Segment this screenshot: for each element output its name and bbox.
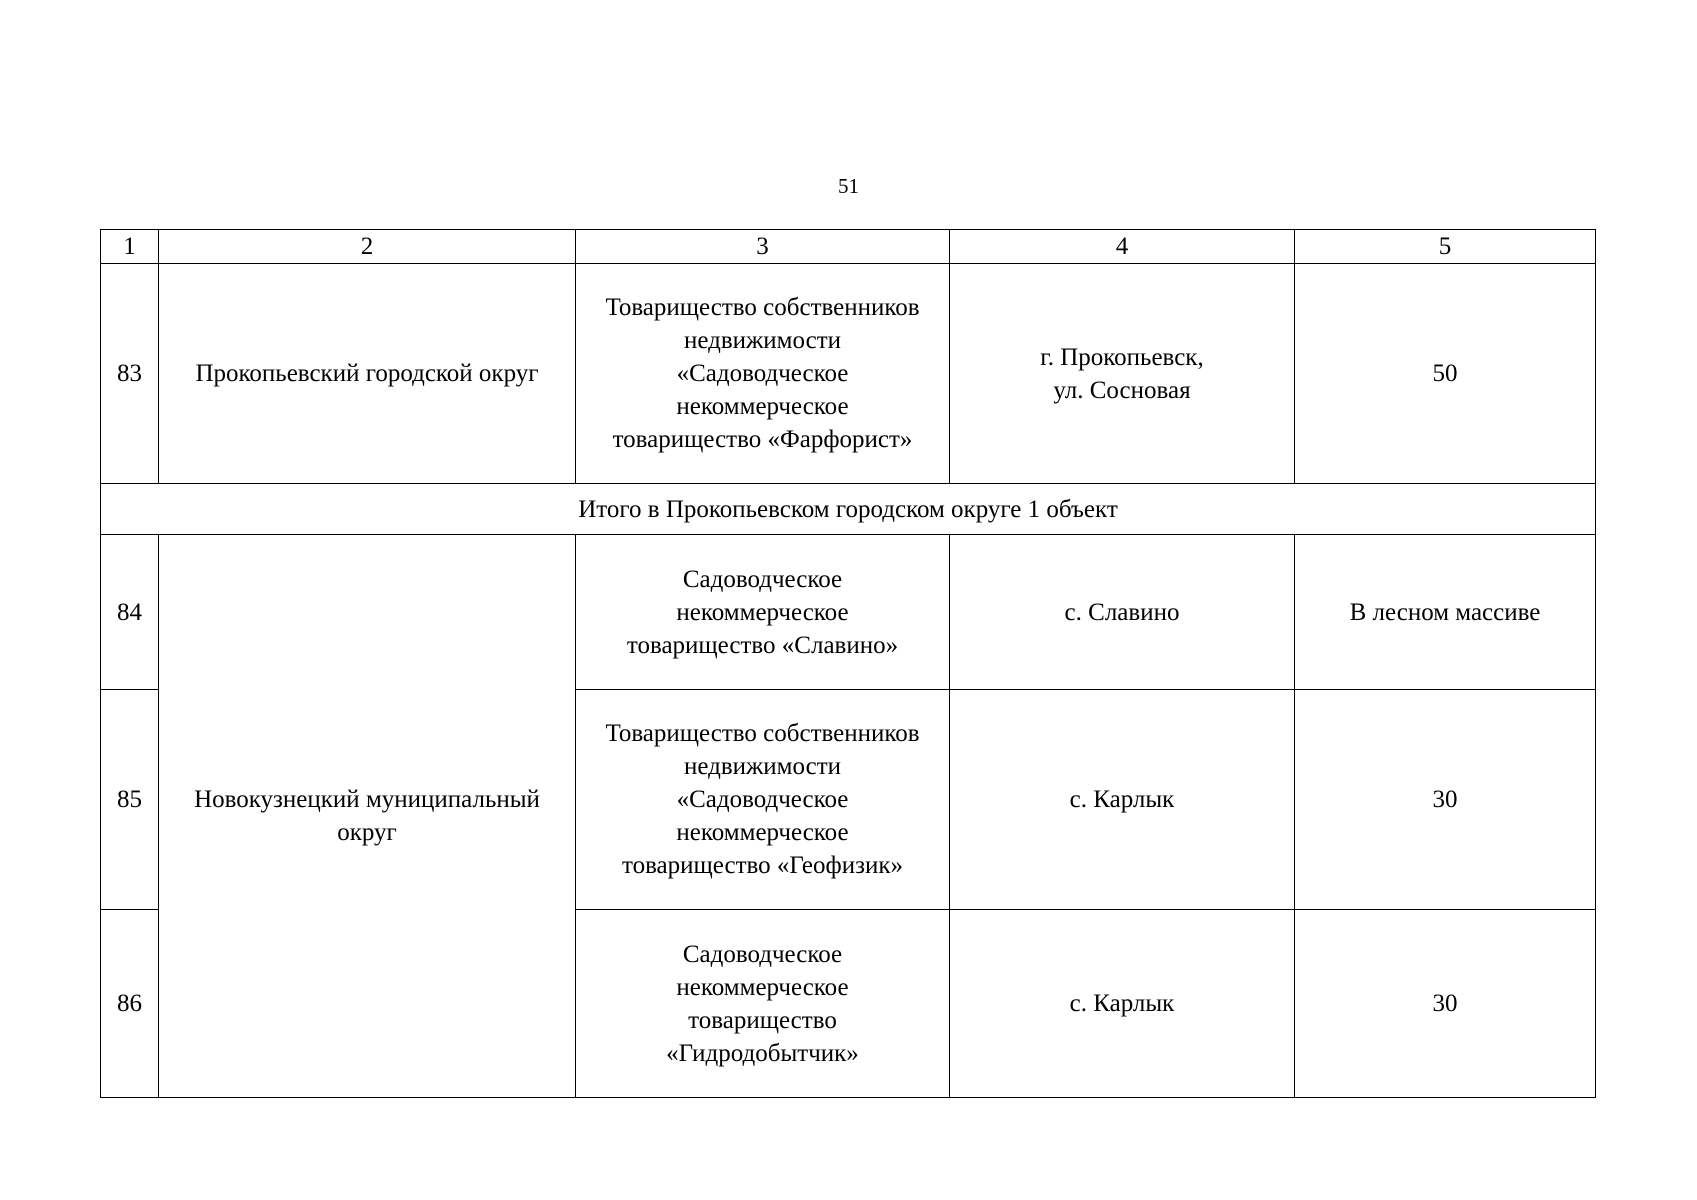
table-row: [101, 535, 1596, 690]
text-line: Товарищество собственников: [605, 720, 920, 747]
location-cell: [950, 264, 1295, 484]
text-line: товарищество «Славино»: [626, 631, 899, 659]
total-row: [101, 484, 1596, 535]
text-line: товарищество: [688, 1006, 837, 1034]
organization-name-cell: [576, 690, 950, 910]
text-line: некоммерческое: [676, 393, 849, 420]
location-cell: с. Карлык: [950, 690, 1295, 910]
row-number: 86: [101, 910, 159, 1098]
header-col-1: 1: [101, 230, 159, 264]
district-cell: [159, 535, 576, 1098]
text-line: недвижимости: [683, 327, 842, 354]
row-number: 85: [101, 690, 159, 910]
header-col-3: 3: [576, 230, 950, 264]
text-line: товарищество «Геофизик»: [621, 852, 904, 879]
location-cell: с. Карлык: [950, 910, 1295, 1098]
text-line: г. Прокопьевск,: [1040, 343, 1204, 371]
objects-table: [100, 229, 1596, 1098]
page-number: 51: [838, 174, 859, 198]
text-line: недвижимости: [683, 753, 842, 780]
value-cell: 50: [1295, 264, 1596, 484]
text-line: Садоводческое: [682, 565, 843, 593]
text-line: округ: [337, 819, 397, 846]
organization-name-cell: [576, 535, 950, 690]
text-line: «Гидродобытчик»: [666, 1039, 859, 1067]
organization-name-cell: [576, 910, 950, 1098]
header-col-4: 4: [950, 230, 1295, 264]
organization-name-cell: [576, 264, 950, 484]
district-cell: Прокопьевский городской округ: [159, 264, 576, 484]
row-number: 83: [101, 264, 159, 484]
text-line: ул. Сосновая: [1053, 376, 1191, 404]
value-cell: 30: [1295, 690, 1596, 910]
location-cell: с. Славино: [950, 535, 1295, 690]
text-line: некоммерческое: [676, 973, 849, 1001]
total-cell: Итого в Прокопьевском городском округе 1 объект: [101, 484, 1596, 535]
text-line: «Садоводческое: [676, 786, 849, 813]
text-line: некоммерческое: [676, 598, 849, 626]
text-line: Новокузнецкий муниципальный: [194, 786, 540, 813]
row-number: 84: [101, 535, 159, 690]
table-header-row: [101, 230, 1596, 264]
value-cell: В лесном массиве: [1295, 535, 1596, 690]
text-line: «Садоводческое: [676, 360, 849, 387]
text-line: некоммерческое: [676, 819, 849, 846]
text-line: Товарищество собственников: [605, 294, 920, 321]
header-col-2: 2: [159, 230, 576, 264]
value-cell: 30: [1295, 910, 1596, 1098]
text-line: Садоводческое: [682, 940, 843, 968]
text-line: товарищество «Фарфорист»: [612, 426, 913, 453]
header-col-5: 5: [1295, 230, 1596, 264]
table-row: [101, 264, 1596, 484]
